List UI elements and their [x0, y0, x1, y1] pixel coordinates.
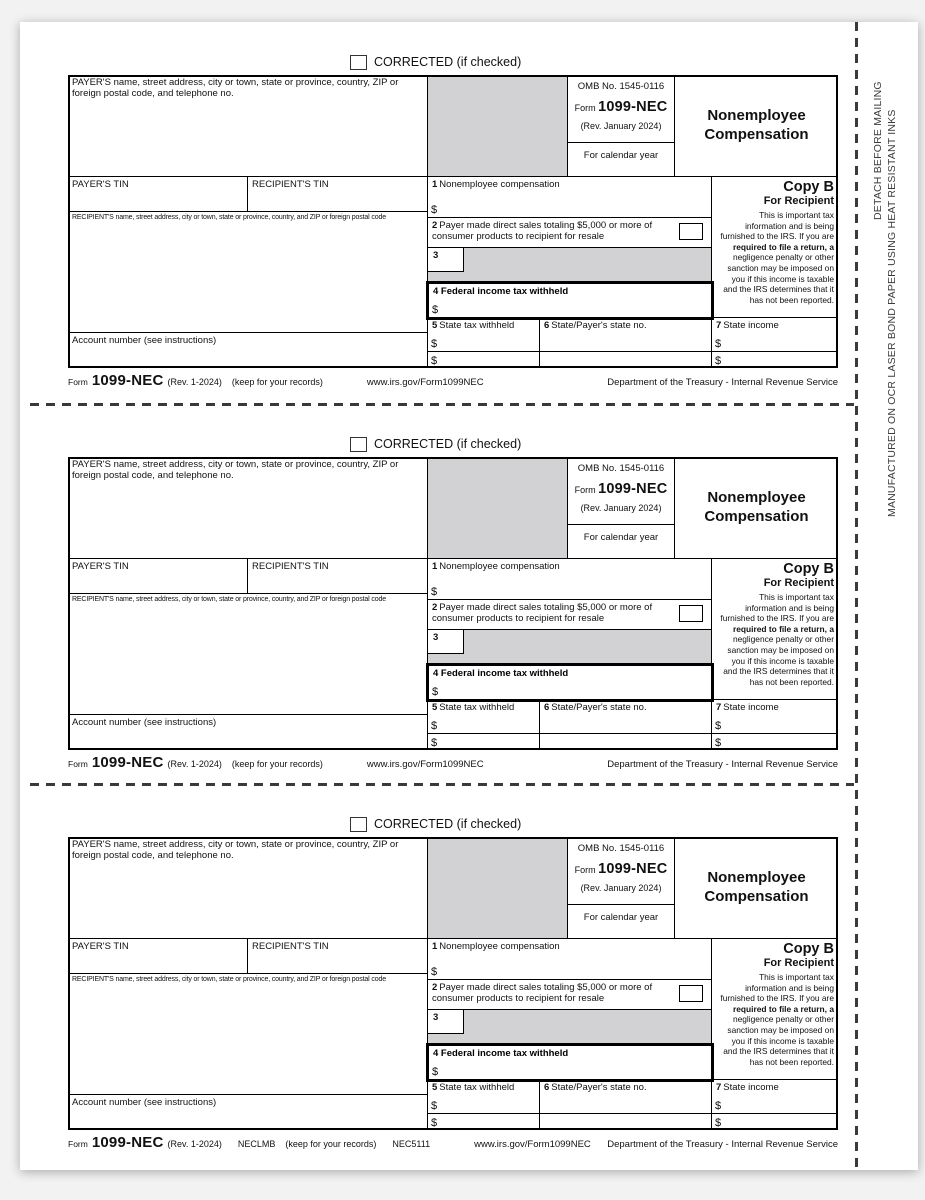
box7-second-entry[interactable] — [712, 1114, 838, 1130]
box7-state-income[interactable] — [712, 318, 838, 352]
copy-b-panel — [712, 559, 838, 700]
corrected-row — [350, 814, 521, 834]
footer-form-word: Form — [68, 377, 88, 387]
detach-before-mailing-text: DETACH BEFORE MAILING — [872, 81, 884, 220]
dollar-sign: $ — [431, 966, 438, 978]
box2-direct-sales[interactable] — [428, 980, 712, 1010]
box7-state-income[interactable] — [712, 700, 838, 734]
box5-second-entry[interactable] — [428, 734, 540, 750]
footer-irs-url: www.irs.gov/Form1099NEC — [366, 759, 484, 770]
dollar-sign: $ — [431, 1100, 438, 1112]
form-number: 1099-NEC — [598, 861, 668, 877]
dollar-sign: $ — [431, 720, 438, 732]
box1-number: 1 — [432, 941, 438, 952]
box4-label: 4 Federal income tax withheld — [433, 1048, 569, 1059]
dollar-sign: $ — [431, 355, 438, 367]
box5-second-entry[interactable] — [428, 1114, 540, 1130]
recipient-info-cell[interactable] — [68, 974, 428, 1095]
payer-info-label: PAYER'S name, street address, city or town, state or province, country, ZIP or foreign postal code, and telephone no. — [72, 77, 399, 99]
form-1099-nec-copy — [20, 434, 918, 784]
box6-number: 6 — [544, 320, 550, 331]
dollar-sign: $ — [431, 737, 438, 749]
omb-number: OMB No. 1545-0116 — [577, 463, 665, 474]
form-title — [675, 837, 838, 939]
recipient-info-cell[interactable] — [68, 594, 428, 715]
footer-form-number: 1099-NEC — [91, 754, 164, 771]
payer-tin-label: PAYER'S TIN — [72, 561, 129, 572]
recipient-tin-cell[interactable] — [248, 559, 428, 594]
account-number-cell[interactable] — [68, 333, 428, 368]
dollar-sign: $ — [715, 1100, 722, 1112]
recipient-notice — [716, 972, 834, 1067]
box4-federal-income-tax-withheld[interactable] — [426, 281, 714, 320]
box5-label: State tax withheld — [439, 702, 515, 713]
box7-number: 7 — [716, 1082, 722, 1093]
corrected-checkbox[interactable] — [350, 55, 367, 70]
box5-state-tax-withheld[interactable] — [428, 318, 540, 352]
form-word: Form — [574, 485, 596, 495]
dollar-sign: $ — [715, 338, 722, 350]
footer-treasury-label: Department of the Treasury - Internal Revenue Service — [607, 759, 838, 770]
footer-form-word: Form — [68, 759, 88, 769]
recipient-tin-cell[interactable] — [248, 939, 428, 974]
form-footer — [68, 1134, 838, 1151]
box5-label: State tax withheld — [439, 320, 515, 331]
form-footer — [68, 372, 838, 389]
dollar-sign: $ — [715, 720, 722, 732]
dollar-sign: $ — [431, 1117, 438, 1129]
footer-treasury-label: Department of the Treasury - Internal Revenue Service — [607, 377, 838, 388]
perforation-line-vertical — [855, 22, 858, 1170]
recipient-info-label: RECIPIENT'S name, street address, city or town, state or province, country, and ZIP or foreign postal code — [72, 596, 386, 603]
footer-revision: (Rev. 1-2024) — [167, 759, 222, 769]
box5-state-tax-withheld[interactable] — [428, 1080, 540, 1114]
box7-label: State income — [723, 702, 779, 713]
box7-label: State income — [723, 1082, 779, 1093]
manufactured-paper-text: MANUFACTURED ON OCR LASER BOND PAPER USING HEAT RESISTANT INKS — [886, 109, 898, 517]
box3-shaded — [428, 248, 712, 283]
copy-b-label: Copy B — [783, 941, 834, 957]
notice-part1: This is important tax information and is being furnished to the IRS. If you are — [720, 972, 834, 1004]
payer-info-label: PAYER'S name, street address, city or town, state or province, country, ZIP or foreign postal code, and telephone no. — [72, 839, 399, 861]
corrected-checkbox[interactable] — [350, 817, 367, 832]
notice-part2: negligence penalty or other sanction may be imposed on you if this income is taxable and the IRS determines that it has not been reported. — [723, 252, 834, 305]
form-number-line — [568, 481, 674, 497]
box1-number: 1 — [432, 179, 438, 190]
box1-label: Nonemployee compensation — [439, 941, 560, 952]
revision-date: (Rev. January 2024) — [580, 883, 662, 893]
dollar-sign: $ — [431, 204, 438, 216]
recipient-notice — [716, 210, 834, 305]
payer-info-cell[interactable] — [68, 457, 428, 559]
box1-nonemployee-compensation[interactable] — [428, 939, 712, 980]
omb-cell — [568, 837, 675, 939]
box2-label: Payer made direct sales totaling $5,000 or more of consumer products to recipient for resale — [432, 982, 653, 1004]
box5-number: 5 — [432, 702, 438, 713]
box4-label: 4 Federal income tax withheld — [433, 668, 569, 679]
recipient-info-cell[interactable] — [68, 212, 428, 333]
notice-bold: required to file a return, a — [733, 623, 834, 634]
box7-number: 7 — [716, 702, 722, 713]
footer-revision: (Rev. 1-2024) — [167, 377, 222, 387]
for-recipient-label: For Recipient — [763, 957, 834, 969]
box2-label: Payer made direct sales totaling $5,000 or more of consumer products to recipient for resale — [432, 602, 653, 624]
box6-label: State/Payer's state no. — [551, 320, 647, 331]
notice-part1: This is important tax information and is being furnished to the IRS. If you are — [720, 210, 834, 242]
form-number-line — [568, 861, 674, 877]
dollar-sign: $ — [715, 737, 722, 749]
box2-direct-sales[interactable] — [428, 218, 712, 248]
title-line2: Compensation — [704, 887, 809, 905]
footer-keep-note: (keep for your records) — [231, 377, 323, 387]
box7-second-entry[interactable] — [712, 734, 838, 750]
payer-tin-label: PAYER'S TIN — [72, 179, 129, 190]
box4-federal-income-tax-withheld[interactable] — [426, 663, 714, 702]
perforation-line-2 — [30, 783, 854, 786]
omb-number: OMB No. 1545-0116 — [577, 81, 665, 92]
footer-form-word: Form — [68, 1139, 88, 1149]
corrected-checkbox[interactable] — [350, 437, 367, 452]
footer-form-number: 1099-NEC — [91, 372, 164, 389]
for-recipient-label: For Recipient — [763, 577, 834, 589]
dollar-sign: $ — [432, 1066, 439, 1078]
form-number-line — [568, 99, 674, 115]
perforation-line-1 — [30, 403, 854, 406]
box2-number: 2 — [432, 220, 438, 231]
dollar-sign: $ — [432, 686, 439, 698]
revision-date: (Rev. January 2024) — [580, 121, 662, 131]
account-number-cell[interactable] — [68, 715, 428, 750]
box6-second-entry[interactable] — [540, 734, 712, 750]
footer-product-code: NECLMB — [237, 1139, 276, 1149]
box7-state-income[interactable] — [712, 1080, 838, 1114]
box6-state-payer-number[interactable] — [540, 318, 712, 352]
title-line1: Nonemployee — [707, 107, 806, 124]
box5-number: 5 — [432, 1082, 438, 1093]
notice-part2: negligence penalty or other sanction may be imposed on you if this income is taxable and the IRS determines that it has not been reported. — [723, 634, 834, 687]
dollar-sign: $ — [431, 338, 438, 350]
form-number: 1099-NEC — [598, 99, 668, 115]
box1-label: Nonemployee compensation — [439, 179, 560, 190]
box1-number: 1 — [432, 561, 438, 572]
footer-irs-url: www.irs.gov/Form1099NEC — [366, 377, 484, 388]
copy-b-panel — [712, 939, 838, 1080]
footer-keep-note: (keep for your records) — [231, 759, 323, 769]
recipient-tin-label: RECIPIENT'S TIN — [252, 941, 329, 952]
box5-label: State tax withheld — [439, 1082, 515, 1093]
footer-treasury-label: Department of the Treasury - Internal Revenue Service — [607, 1139, 838, 1150]
account-number-cell[interactable] — [68, 1095, 428, 1130]
form-word: Form — [574, 865, 596, 875]
box6-second-entry[interactable] — [540, 352, 712, 368]
box1-label: Nonemployee compensation — [439, 561, 560, 572]
corrected-label: CORRECTED (if checked) — [374, 437, 522, 451]
payer-tin-cell[interactable] — [68, 939, 248, 974]
recipient-tin-cell[interactable] — [248, 177, 428, 212]
title-line1: Nonemployee — [707, 489, 806, 506]
dollar-sign: $ — [431, 586, 438, 598]
account-number-label: Account number (see instructions) — [72, 717, 217, 728]
calendar-year-label: For calendar year — [568, 904, 674, 938]
omb-cell — [568, 75, 675, 177]
copy-b-label: Copy B — [783, 179, 834, 195]
account-number-label: Account number (see instructions) — [72, 1097, 217, 1108]
box2-direct-sales[interactable] — [428, 600, 712, 630]
box4-federal-income-tax-withheld[interactable] — [426, 1043, 714, 1082]
title-line1: Nonemployee — [707, 869, 806, 886]
box2-checkbox[interactable] — [679, 223, 703, 240]
box3-shaded — [428, 630, 712, 665]
recipient-tin-label: RECIPIENT'S TIN — [252, 179, 329, 190]
form-sheet — [20, 22, 918, 1170]
payer-info-label: PAYER'S name, street address, city or town, state or province, country, ZIP or foreign postal code, and telephone no. — [72, 459, 399, 481]
box6-label: State/Payer's state no. — [551, 1082, 647, 1093]
corrected-label: CORRECTED (if checked) — [374, 817, 522, 831]
copy-b-label: Copy B — [783, 561, 834, 577]
footer-revision: (Rev. 1-2024) — [167, 1139, 222, 1149]
box1-nonemployee-compensation[interactable] — [428, 559, 712, 600]
form-number: 1099-NEC — [598, 481, 668, 497]
title-line2: Compensation — [704, 125, 809, 143]
shaded-header-box — [428, 837, 568, 939]
box6-state-payer-number[interactable] — [540, 700, 712, 734]
form-title — [675, 75, 838, 177]
dollar-sign: $ — [715, 1117, 722, 1129]
box3-number: 3 — [428, 248, 464, 272]
recipient-notice — [716, 592, 834, 687]
payer-tin-cell[interactable] — [68, 559, 248, 594]
box5-second-entry[interactable] — [428, 352, 540, 368]
footer-keep-note: (keep for your records) — [285, 1139, 377, 1149]
box6-number: 6 — [544, 702, 550, 713]
recipient-tin-label: RECIPIENT'S TIN — [252, 561, 329, 572]
recipient-info-label: RECIPIENT'S name, street address, city or town, state or province, country, and ZIP or foreign postal code — [72, 976, 386, 983]
box5-state-tax-withheld[interactable] — [428, 700, 540, 734]
form-title — [675, 457, 838, 559]
payer-tin-cell[interactable] — [68, 177, 248, 212]
revision-date: (Rev. January 2024) — [580, 503, 662, 513]
box6-number: 6 — [544, 1082, 550, 1093]
box3-shaded — [428, 1010, 712, 1045]
box2-checkbox[interactable] — [679, 605, 703, 622]
footer-form-number: 1099-NEC — [91, 1134, 164, 1151]
box6-state-payer-number[interactable] — [540, 1080, 712, 1114]
footer-stock-code: NEC5111 — [392, 1139, 431, 1149]
omb-cell — [568, 457, 675, 559]
box6-second-entry[interactable] — [540, 1114, 712, 1130]
box1-nonemployee-compensation[interactable] — [428, 177, 712, 218]
box3-number: 3 — [428, 630, 464, 654]
dollar-sign: $ — [432, 304, 439, 316]
omb-number: OMB No. 1545-0116 — [577, 843, 665, 854]
corrected-label: CORRECTED (if checked) — [374, 55, 522, 69]
copy-b-panel — [712, 177, 838, 318]
box6-label: State/Payer's state no. — [551, 702, 647, 713]
form-word: Form — [574, 103, 596, 113]
box5-number: 5 — [432, 320, 438, 331]
calendar-year-label: For calendar year — [568, 142, 674, 176]
notice-bold: required to file a return, a — [733, 1003, 834, 1014]
notice-bold: required to file a return, a — [733, 241, 834, 252]
box7-number: 7 — [716, 320, 722, 331]
box2-label: Payer made direct sales totaling $5,000 or more of consumer products to recipient for resale — [432, 220, 653, 242]
corrected-row — [350, 434, 521, 454]
box3-number: 3 — [428, 1010, 464, 1034]
shaded-header-box — [428, 75, 568, 177]
box2-number: 2 — [432, 982, 438, 993]
box2-checkbox[interactable] — [679, 985, 703, 1002]
title-line2: Compensation — [704, 507, 809, 525]
payer-info-cell[interactable] — [68, 837, 428, 939]
form-1099-nec-copy — [20, 814, 918, 1164]
shaded-header-box — [428, 457, 568, 559]
form-1099-nec-copy — [20, 52, 918, 402]
calendar-year-label: For calendar year — [568, 524, 674, 558]
recipient-info-label: RECIPIENT'S name, street address, city or town, state or province, country, and ZIP or foreign postal code — [72, 214, 386, 221]
form-footer — [68, 754, 838, 771]
dollar-sign: $ — [715, 355, 722, 367]
box7-second-entry[interactable] — [712, 352, 838, 368]
footer-irs-url: www.irs.gov/Form1099NEC — [474, 1139, 591, 1150]
for-recipient-label: For Recipient — [763, 195, 834, 207]
notice-part2: negligence penalty or other sanction may be imposed on you if this income is taxable and the IRS determines that it has not been reported. — [723, 1014, 834, 1067]
box7-label: State income — [723, 320, 779, 331]
payer-info-cell[interactable] — [68, 75, 428, 177]
notice-part1: This is important tax information and is being furnished to the IRS. If you are — [720, 592, 834, 624]
payer-tin-label: PAYER'S TIN — [72, 941, 129, 952]
account-number-label: Account number (see instructions) — [72, 335, 217, 346]
corrected-row — [350, 52, 521, 72]
box2-number: 2 — [432, 602, 438, 613]
box4-label: 4 Federal income tax withheld — [433, 286, 569, 297]
